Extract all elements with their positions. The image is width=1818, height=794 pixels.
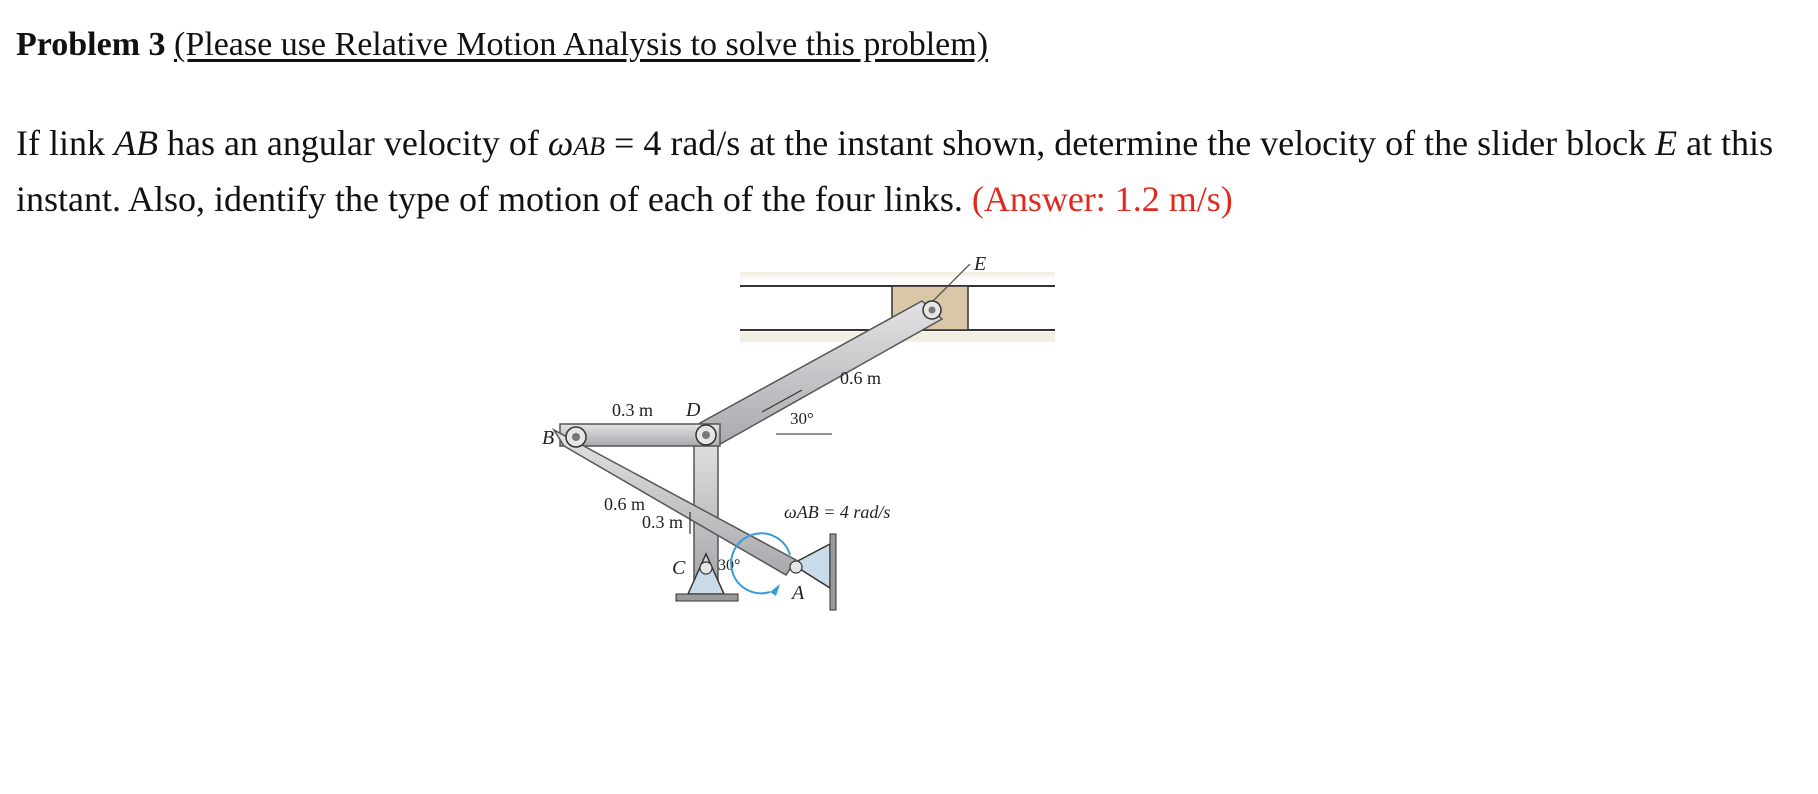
label-b: B — [542, 427, 555, 449]
support-a-wall — [830, 534, 836, 610]
statement-text-2: has an angular velocity of — [157, 123, 548, 163]
support-c-base — [676, 594, 738, 601]
angle-top: 30° — [790, 409, 814, 428]
statement-text-4: at this instant. Also, identify the type of motion of each of the four links. — [16, 123, 1774, 219]
dim-bd: 0.3 m — [612, 400, 654, 420]
link-de — [700, 301, 942, 447]
omega-subscript: AB — [573, 132, 606, 161]
dim-ab: 0.6 m — [604, 494, 646, 514]
answer-text: (Answer: 1.2 m/s) — [971, 179, 1233, 219]
problem-label: Problem 3 — [16, 26, 166, 63]
omega-arrowhead — [770, 584, 780, 596]
dim-cd: 0.3 m — [642, 512, 684, 532]
label-a: A — [792, 582, 805, 604]
pin-d-center — [702, 431, 710, 439]
angle-bottom: 30° — [718, 557, 741, 574]
pin-b-center — [572, 433, 580, 441]
mechanism-figure — [542, 253, 1240, 722]
label-d: D — [686, 399, 701, 421]
label-c: C — [672, 557, 686, 579]
slot-shadow-top — [740, 272, 1055, 284]
link-ab — [554, 430, 796, 575]
block-e-symbol: E — [1655, 123, 1678, 163]
omega-symbol: ω — [547, 123, 574, 163]
instruction-text: (Please use Relative Motion Analysis to solve this problem) — [174, 26, 989, 63]
problem-heading — [16, 26, 988, 64]
omega-label: ωAB = 4 rad/s — [784, 502, 891, 522]
statement-text-3: = 4 rad/s at the instant shown, determine the velocity of the slider block — [605, 123, 1656, 163]
problem-statement — [16, 117, 1806, 225]
statement-text-1: If link — [16, 123, 114, 163]
pin-c — [700, 562, 712, 574]
pin-e-center — [929, 307, 936, 314]
link-ab-symbol: AB — [113, 123, 158, 163]
label-e: E — [974, 253, 987, 275]
dim-de: 0.6 m — [840, 368, 882, 388]
pin-a — [790, 561, 802, 573]
